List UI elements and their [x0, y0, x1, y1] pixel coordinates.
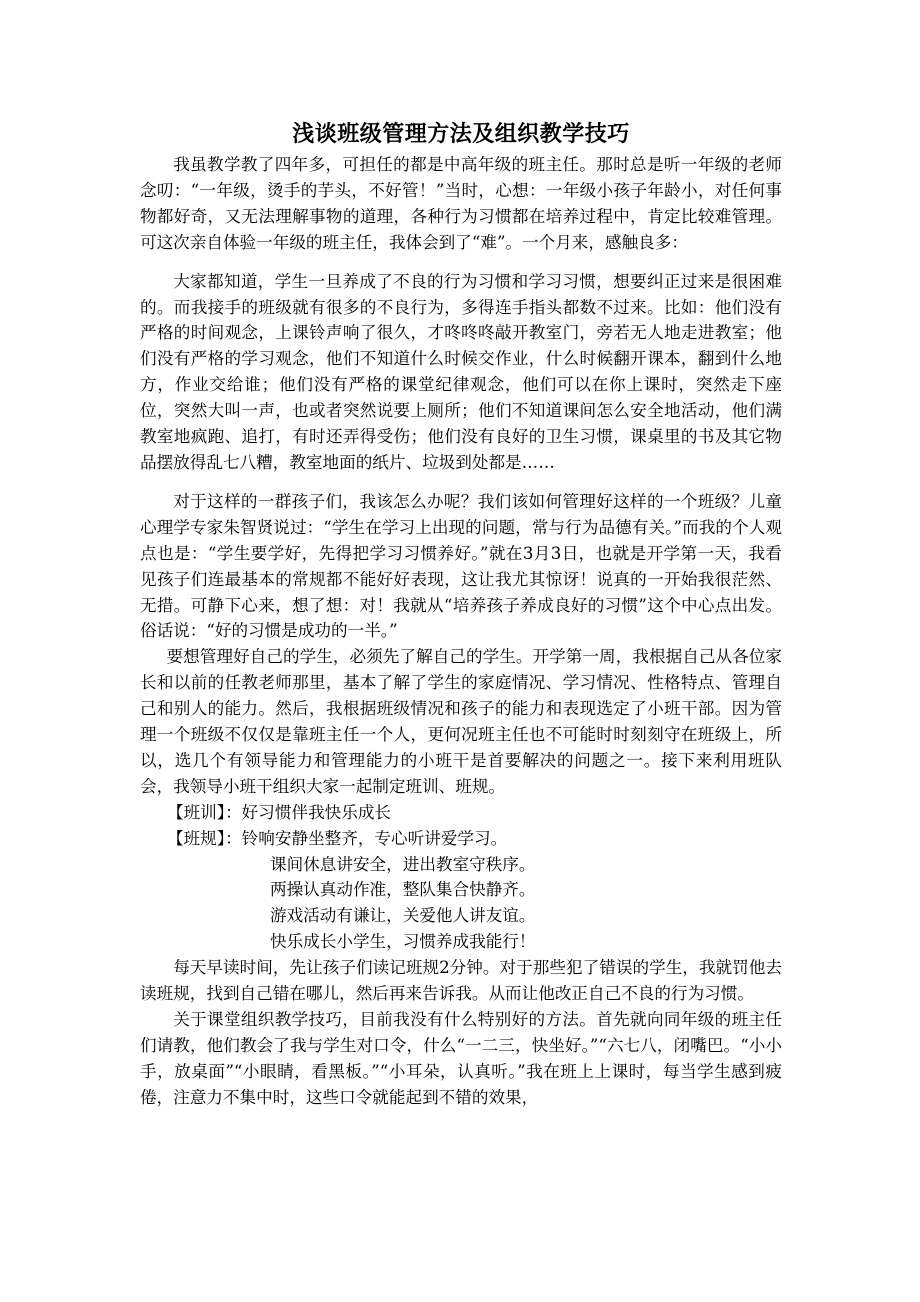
- class-rule-line: 课间休息讲安全，进出教室守秩序。: [270, 854, 536, 874]
- class-motto: [140, 800, 782, 826]
- document-page: [140, 118, 782, 1111]
- class-rule-line: 游戏活动有谦让，关爱他人讲友谊。: [270, 906, 536, 926]
- paragraph-gap: [140, 476, 782, 489]
- paragraph-gap: [140, 256, 782, 269]
- class-rules-first: [140, 826, 782, 852]
- document-title: 浅谈班级管理方法及组织教学技巧: [292, 121, 630, 147]
- paragraph-know-students: 要想管理好自己的学生，必须先了解自己的学生。开学第一周，我根据自己从各位家长和以前的任教老师那里，基本了解了学生的家庭情况、学习情况、性格特点、管理自己和别人的能力。然后，我根据班级情况和孩子的能力和表现选定了小班干部。因为管理一个班级不仅仅是靠班主任一个人，更何况班主任也不可能时时刻刻守在班级上，所以，选几个有领导能力和管理能力的小班干是首要解决的问题之一。接下来利用班队会，我领导小班干组织大家一起制定班训、班规。: [140, 647, 782, 796]
- paragraph-bad-habits: 大家都知道，学生一旦养成了不良的行为习惯和学习习惯，想要纠正过来是很困难的。而我接手的班级就有很多的不良行为，多得连手指头都数不过来。比如：他们没有严格的时间观念，上课铃声响了很久，才咚咚咚敲开教室门，旁若无人地走进教室；他们没有严格的学习观念，他们不知道什么时候交作业，什么时候翻开课本，翻到什么地方，作业交给谁；他们没有严格的课堂纪律观念，他们可以在你上课时，突然走下座位，突然大叫一声，也或者突然说要上厕所；他们不知道课间怎么安全地活动，他们满教室地疯跑、追打，有时还弄得受伤；他们没有良好的卫生习惯，课桌里的书及其它物品摆放得乱七八糟，教室地面的纸片、垃圾到处都是……: [140, 271, 782, 472]
- paragraph-teaching-skills: 关于课堂组织教学技巧，目前我没有什么特别好的方法。首先就向同年级的班主任们请教，他们教会了我与学生对口令，什么“一二三，快坐好。”“六七八，闭嘴巴。“小小手，放桌面”“小眼睛，看黑板。”“小耳朵，认真听。”我在班上上课时，每当学生感到疲倦，注意力不集中时，这些口令就能起到不错的效果，: [140, 1010, 782, 1107]
- paragraph-what-to-do: 对于这样的一群孩子们，我该怎么办呢？我们该如何管理好这样的一个班级？儿童心理学专家朱智贤说过：“学生在学习上出现的问题，常与行为品德有关。”而我的个人观点也是：“学生要学好，先得把学习习惯养好。”就在3月3日，也就是开学第一天，我看见孩子们连最基本的常规都不能好好表现，这让我尤其惊讶！说真的一开始我很茫然、无措。可静下心来，想了想：对！我就从“培养孩子养成良好的习惯”这个中心点出发。俗话说：“好的习惯是成功的一半。”: [140, 491, 782, 641]
- class-motto-text: 好习惯伴我快乐成长: [241, 802, 392, 822]
- class-rules-label: 【班规】：: [167, 828, 242, 848]
- paragraph-intro: 我虽教学教了四年多，可担任的都是中高年级的班主任。那时总是听一年级的老师念叨：“一年级，烫手的芋头，不好管！”当时，心想：一年级小孩子年龄小，对任何事物都好奇，又无法理解事物的道理，各种行为习惯都在培养过程中，肯定比较难管理。可这次亲自体验一年级的班主任，我体会到了“难”。一个月来，感触良多：: [140, 155, 782, 252]
- class-rule-line: 铃响安静坐整齐，专心听讲爱学习。: [241, 828, 508, 848]
- class-rule-line: 两操认真动作准，整队集合快静齐。: [270, 880, 536, 900]
- class-motto-label: 【班训】：: [167, 802, 242, 822]
- class-rule-line: 快乐成长小学生，习惯养成我能行！: [270, 932, 536, 952]
- paragraph-morning-reading: 每天早读时间，先让孩子们读记班规2分钟。对于那些犯了错误的学生，我就罚他去读班规，找到自己错在哪儿，然后再来告诉我。从而让他改正自己不良的行为习惯。: [140, 958, 782, 1004]
